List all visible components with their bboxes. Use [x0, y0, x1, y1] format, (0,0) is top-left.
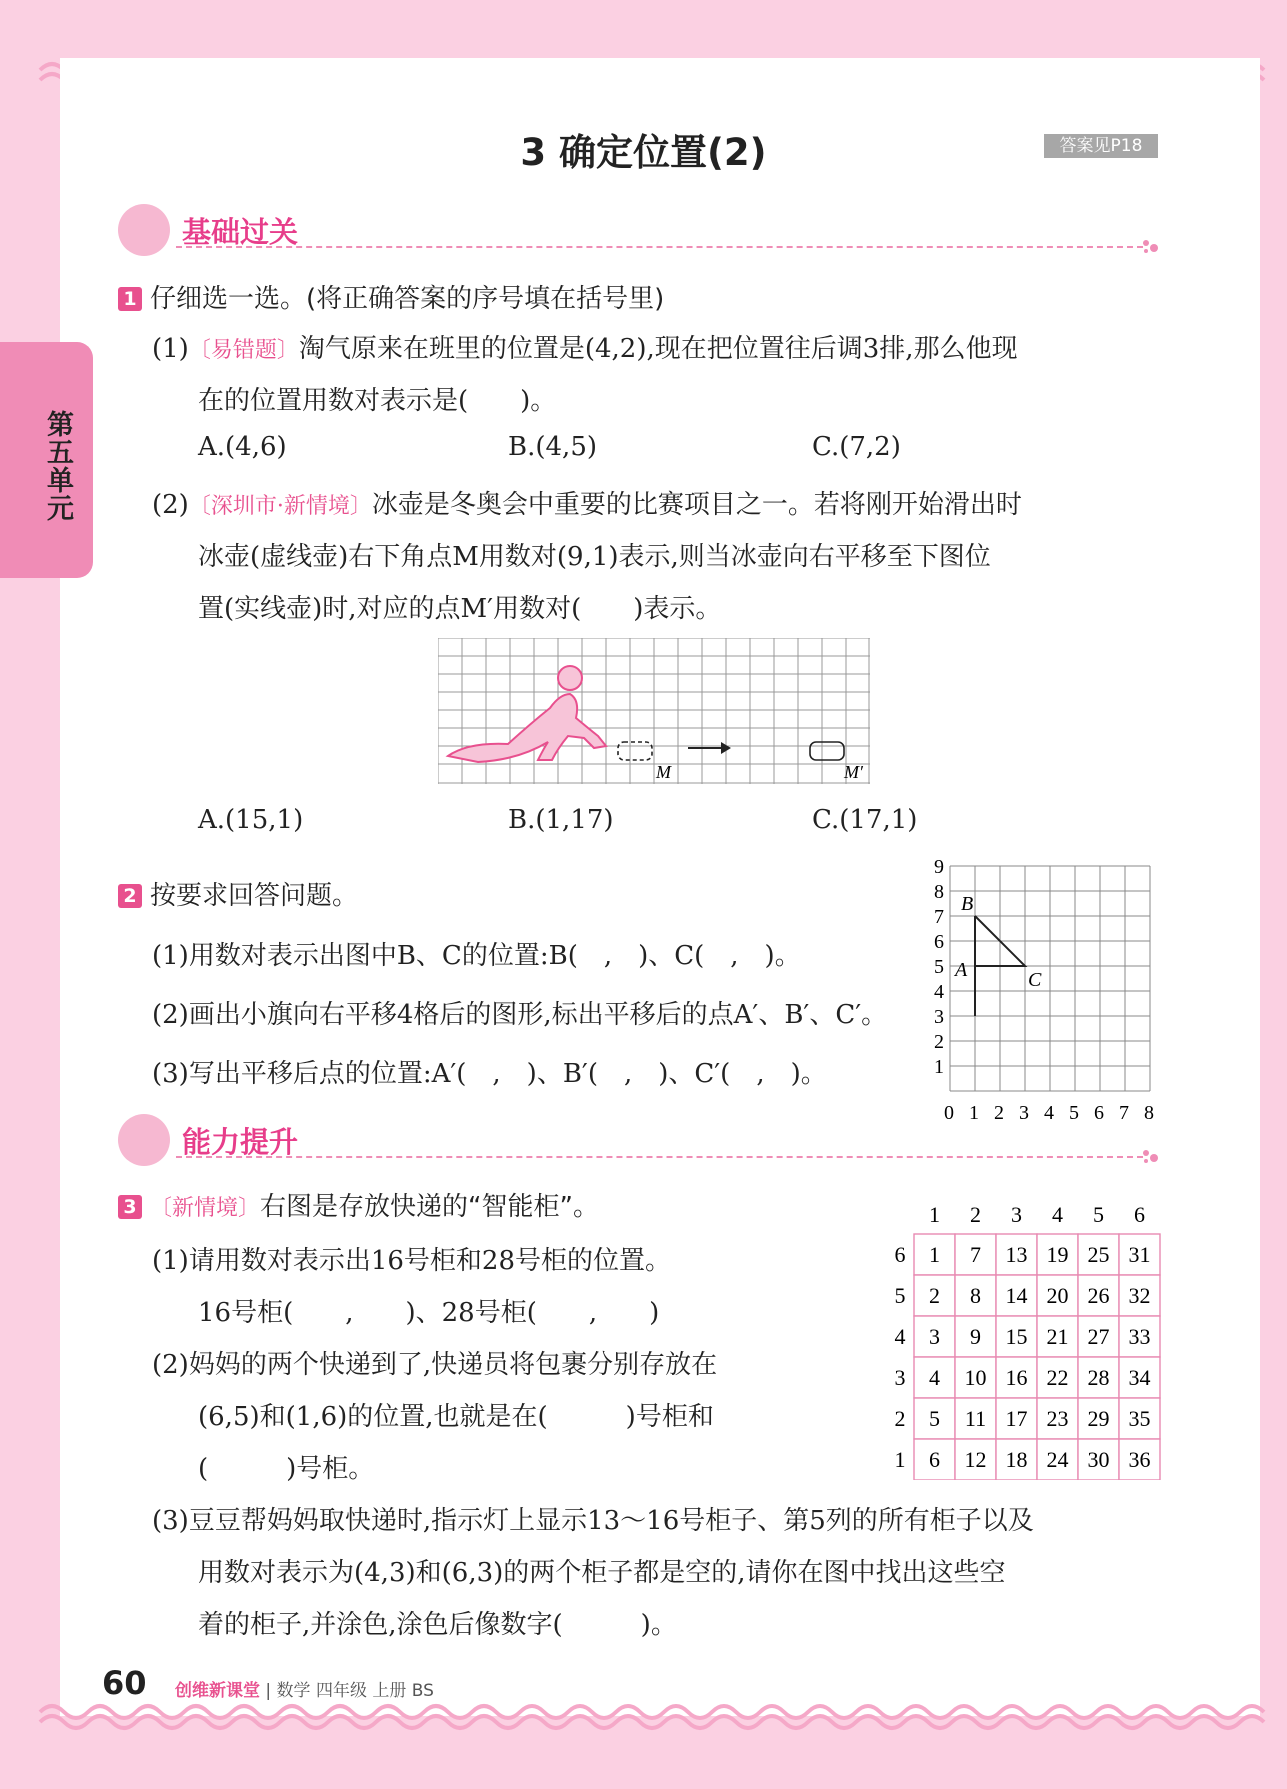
part-label: (2): [152, 490, 189, 520]
locker-number: 18: [1005, 1447, 1028, 1472]
smart-locker-table: [876, 1190, 1166, 1480]
footer-info: [175, 1676, 434, 1701]
locker-number: 35: [1128, 1406, 1151, 1431]
locker-number: 10: [964, 1365, 987, 1390]
question-number-badge: 1: [118, 287, 142, 311]
coordinate-grid-figure: [920, 855, 1160, 1125]
section-divider: [176, 1156, 1143, 1158]
dots-icon: [1141, 238, 1161, 254]
dots-icon: [1141, 1148, 1161, 1164]
locker-number: 11: [964, 1406, 987, 1431]
point-label: A: [955, 959, 968, 981]
locker-number: 15: [1005, 1324, 1028, 1349]
locker-number: 22: [1046, 1365, 1069, 1390]
q3-p2-line2: (6,5)和(1,6)的位置,也就是在( )号柜和: [198, 1402, 714, 1432]
question-1-title: [118, 278, 664, 315]
x-tick-label: 1: [969, 1102, 979, 1124]
unit-tab[interactable]: [0, 342, 93, 578]
y-tick-label: 4: [934, 981, 944, 1003]
locker-number: 31: [1128, 1242, 1151, 1267]
locker-number: 27: [1087, 1324, 1110, 1349]
mascot-avatar-icon: [118, 1114, 170, 1166]
locker-number: 7: [970, 1242, 981, 1267]
page-number: 60: [102, 1664, 147, 1702]
question-2-title: [118, 875, 358, 912]
column-header: 6: [1134, 1202, 1145, 1227]
locker-number: 1: [929, 1242, 940, 1267]
x-tick-label: 3: [1019, 1102, 1029, 1124]
locker-number: 13: [1005, 1242, 1028, 1267]
book-info: 数学 四年级 上册 BS: [276, 1681, 434, 1701]
q2-p1: (1)用数对表示出图中B、C的位置:B( , )、C( , )。: [152, 941, 801, 971]
locker-number: 24: [1046, 1447, 1069, 1472]
x-tick-label: 0: [944, 1102, 954, 1124]
x-tick-label: 8: [1144, 1102, 1154, 1124]
point-label: C: [1028, 969, 1042, 991]
row-header: 4: [894, 1324, 906, 1349]
y-tick-label: 2: [934, 1031, 944, 1053]
x-tick-label: 6: [1094, 1102, 1104, 1124]
option-b[interactable]: B.(1,17): [508, 805, 614, 835]
y-tick-label: 1: [934, 1056, 944, 1078]
locker-number: 33: [1128, 1324, 1151, 1349]
locker-number: 4: [929, 1365, 940, 1390]
q1-p2-line2: 冰壶(虚线壶)右下角点M用数对(9,1)表示,则当冰壶向右平移至下图位: [198, 542, 991, 572]
option-a[interactable]: A.(4,6): [198, 432, 287, 462]
section-title: 基础过关: [182, 215, 299, 249]
column-header: 3: [1011, 1202, 1022, 1227]
q3-p2-line3: ( )号柜。: [198, 1454, 375, 1484]
q3-p3-line1: (3)豆豆帮妈妈取快递时,指示灯上显示13～16号柜子、第5列的所有柜子以及: [152, 1506, 1034, 1536]
locker-number: 30: [1087, 1447, 1110, 1472]
question-text: 右图是存放快递的“智能柜”。: [260, 1192, 599, 1222]
grid-lines: [950, 866, 1150, 1091]
part-label: (1): [152, 334, 189, 364]
q3-p3-line3: 着的柜子,并涂色,涂色后像数字( )。: [198, 1610, 677, 1640]
question-number-badge: 3: [118, 1195, 142, 1219]
locker-number: 32: [1128, 1283, 1151, 1308]
locker-number: 17: [1005, 1406, 1028, 1431]
locker-number: 9: [970, 1324, 981, 1349]
q3-p2-line1: (2)妈妈的两个快递到了,快递员将包裹分别存放在: [152, 1350, 718, 1380]
q2-p2: (2)画出小旗向右平移4格后的图形,标出平移后的点A′、B′、C′。: [152, 1000, 888, 1030]
question-text: 按要求回答问题。: [150, 881, 359, 911]
row-header: 5: [894, 1283, 906, 1308]
q1-p1-line1: [152, 328, 1018, 365]
x-tick-label: 2: [994, 1102, 1004, 1124]
section-divider: [176, 246, 1143, 248]
column-header: 1: [929, 1202, 940, 1227]
locker-number: 26: [1087, 1283, 1110, 1308]
locker-number: 16: [1005, 1365, 1028, 1390]
x-tick-label: 5: [1069, 1102, 1079, 1124]
question-text: 仔细选一选。(将正确答案的序号填在括号里): [150, 284, 665, 314]
locker-number: 14: [1005, 1283, 1028, 1308]
row-header: 3: [894, 1365, 906, 1390]
unit-tab-label: 第五单元: [42, 410, 73, 522]
x-tick-label: 7: [1119, 1102, 1129, 1124]
row-header: 1: [894, 1447, 906, 1472]
option-c[interactable]: C.(7,2): [812, 432, 901, 462]
point-m-prime-label: M′: [844, 762, 863, 782]
page-title: 3 确定位置(2): [520, 131, 767, 174]
y-tick-label: 7: [934, 906, 944, 928]
option-b[interactable]: B.(4,5): [508, 432, 598, 462]
locker-number: 6: [929, 1447, 940, 1472]
flag-shape: [953, 893, 1042, 1016]
option-a[interactable]: A.(15,1): [198, 805, 304, 835]
footer-separator: |: [260, 1681, 277, 1701]
locker-number: 3: [929, 1324, 940, 1349]
q3-p1-line2: 16号柜( , )、28号柜( , ): [198, 1298, 660, 1328]
tag-new-context: 〔新情境〕: [150, 1196, 261, 1221]
locker-number: 28: [1087, 1365, 1110, 1390]
locker-number: 8: [970, 1283, 981, 1308]
part-text: 冰壶是冬奥会中重要的比赛项目之一。若将刚开始滑出时: [371, 490, 1022, 520]
locker-number: 21: [1046, 1324, 1069, 1349]
mascot-avatar-icon: [118, 204, 170, 256]
curling-grid-figure: [438, 638, 870, 784]
figure-grid: [438, 638, 870, 784]
locker-number: 5: [929, 1406, 940, 1431]
point-label: B: [961, 893, 974, 915]
locker-number: 25: [1087, 1242, 1110, 1267]
section-header-basic: [116, 200, 1161, 260]
part-text: 淘气原来在班里的位置是(4,2),现在把位置往后调3排,那么他现: [298, 334, 1018, 364]
q3-p3-line2: 用数对表示为(4,3)和(6,3)的两个柜子都是空的,请你在图中找出这些空: [198, 1558, 1006, 1588]
locker-number: 19: [1046, 1242, 1069, 1267]
tag-new-context: 〔深圳市·新情境〕: [188, 494, 372, 519]
q1-p1-line2: 在的位置用数对表示是( )。: [198, 386, 557, 416]
y-tick-label: 8: [934, 881, 944, 903]
locker-number: 29: [1087, 1406, 1110, 1431]
solid-curling-stone-icon: [810, 742, 844, 760]
question-3-title: [118, 1186, 599, 1223]
section-title: 能力提升: [182, 1125, 299, 1159]
x-tick-label: 4: [1044, 1102, 1054, 1124]
locker-number: 23: [1046, 1406, 1069, 1431]
column-header: 2: [970, 1202, 981, 1227]
locker-number: 20: [1046, 1283, 1069, 1308]
point-m-label: M: [656, 762, 671, 782]
answer-reference-badge: 答案见P18: [1044, 134, 1158, 158]
section-header-advanced: [116, 1110, 1161, 1170]
row-header: 2: [894, 1406, 906, 1431]
row-header: 6: [894, 1242, 906, 1267]
locker-number: 12: [964, 1447, 987, 1472]
brand-name: 创维新课堂: [175, 1681, 260, 1701]
y-tick-label: 3: [934, 1006, 944, 1028]
q3-p1-line1: (1)请用数对表示出16号柜和28号柜的位置。: [152, 1246, 671, 1276]
locker-number: 34: [1128, 1365, 1151, 1390]
tag-easy-mistake: 〔易错题〕: [188, 338, 299, 363]
locker-number: 36: [1128, 1447, 1151, 1472]
column-header: 4: [1052, 1202, 1063, 1227]
q1-p2-line1: [152, 484, 1022, 521]
y-tick-label: 6: [934, 931, 944, 953]
locker-number: 2: [929, 1283, 940, 1308]
dashed-curling-stone-icon: [618, 742, 652, 760]
y-tick-label: 5: [934, 956, 944, 978]
y-tick-label: 9: [934, 856, 944, 878]
column-header: 5: [1093, 1202, 1104, 1227]
q1-p2-line3: 置(实线壶)时,对应的点M′用数对( )表示。: [198, 594, 722, 624]
q2-p3: (3)写出平移后点的位置:A′( , )、B′( , )、C′( , )。: [152, 1059, 827, 1089]
question-number-badge: 2: [118, 884, 142, 908]
option-c[interactable]: C.(17,1): [812, 805, 918, 835]
